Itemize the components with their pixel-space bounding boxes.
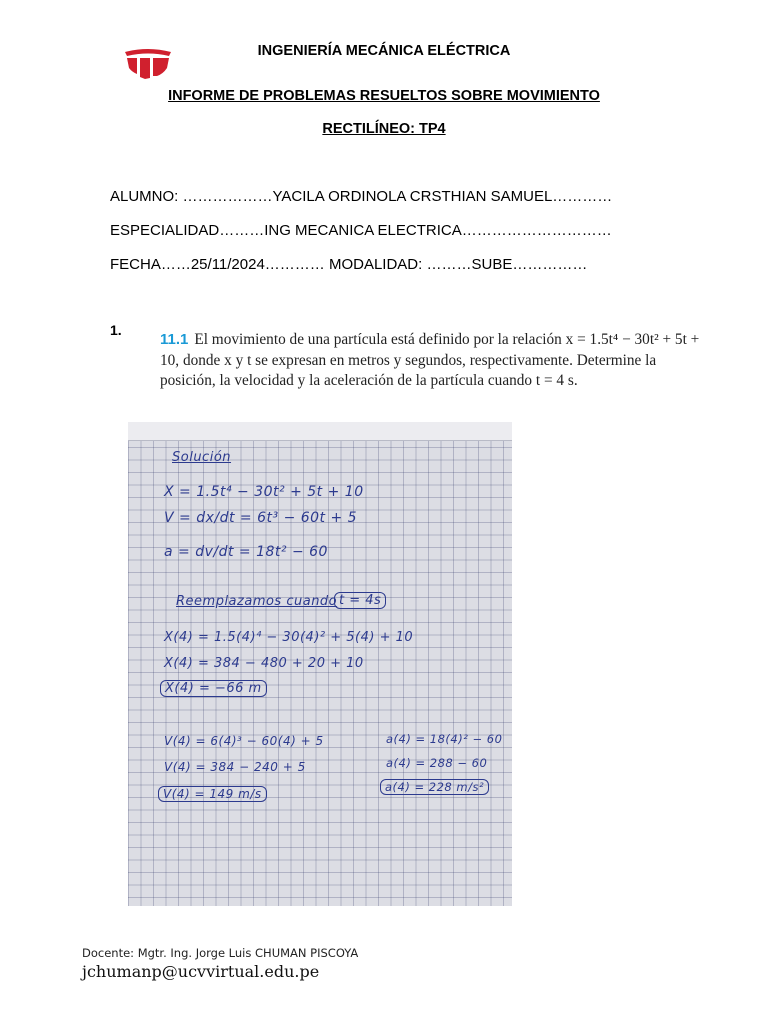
acceleration-calculation: a(4) = 288 − 60 — [386, 756, 488, 770]
velocity-equation: V = dx/dt = 6t³ − 60t + 5 — [164, 510, 358, 526]
handwritten-solution-photo — [128, 422, 512, 906]
acceleration-result: a(4) = 228 m/s² — [380, 779, 489, 795]
problem-text: El movimiento de una partícula está definido por la relación x = 1.5t⁴ − 30t² + 5t + 10, donde x y t se expresan en metros y segundos, respectivamente. Determine la posición, la velocidad y la aceleración de la partícula cuando t = 4 s. — [160, 331, 700, 389]
notebook-edge — [128, 422, 512, 441]
velocity-substitution: V(4) = 6(4)³ − 60(4) + 5 — [164, 734, 324, 748]
time-value-box: t = 4s — [334, 592, 386, 609]
student-name-field: ALUMNO: ………………YACILA ORDINOLA CRSTHIAN SAMUEL………… — [110, 188, 613, 205]
instructor-email: jchumanp@ucvvirtual.edu.pe — [82, 962, 320, 981]
school-name: INGENIERÍA MECÁNICA ELÉCTRICA — [257, 43, 511, 59]
date-modality-field: FECHA……25/11/2024………… MODALIDAD: ………SUBE…………… — [110, 256, 588, 273]
problem-id: 11.1 — [160, 331, 189, 348]
specialty-field: ESPECIALIDAD………ING MECANICA ELECTRICA………………………… — [110, 222, 612, 239]
velocity-result: V(4) = 149 m/s — [158, 786, 267, 802]
position-calculation: X(4) = 384 − 480 + 20 + 10 — [164, 656, 364, 671]
problem-statement — [160, 330, 700, 392]
instructor-name: Docente: Mgtr. Ing. Jorge Luis CHUMAN PISCOYA — [82, 946, 359, 960]
acceleration-equation: a = dv/dt = 18t² − 60 — [164, 544, 328, 560]
velocity-calculation: V(4) = 384 − 240 + 5 — [164, 760, 306, 774]
replace-label: Reemplazamos cuando — [176, 594, 338, 609]
position-result: X(4) = −66 m — [160, 680, 267, 697]
report-title-line1: INFORME DE PROBLEMAS RESUELTOS SOBRE MOVIMIENTO — [168, 88, 600, 104]
acceleration-substitution: a(4) = 18(4)² − 60 — [386, 732, 503, 746]
solution-heading: Solución — [172, 450, 232, 465]
position-equation: X = 1.5t⁴ − 30t² + 5t + 10 — [164, 484, 364, 500]
problem-number: 1. — [110, 322, 122, 338]
report-title-line2: RECTILÍNEO: TP4 — [322, 121, 446, 137]
position-substitution: X(4) = 1.5(4)⁴ − 30(4)² + 5(4) + 10 — [164, 630, 414, 645]
